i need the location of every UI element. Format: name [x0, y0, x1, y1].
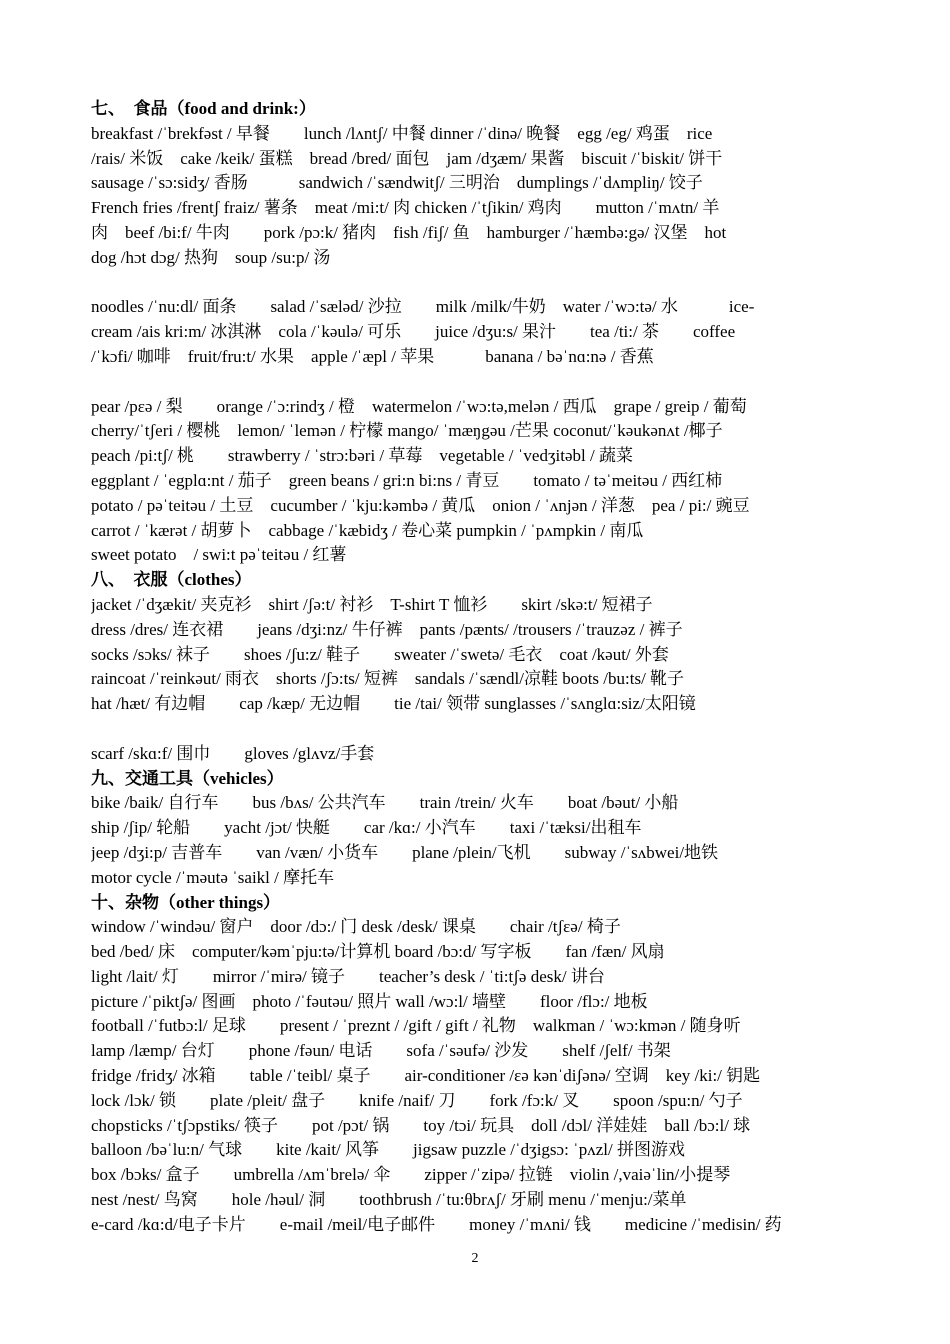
section-clothes — [91, 568, 901, 766]
vocab-line: dress /dres/ 连衣裙 jeans /dʒi:nz/ 牛仔裤 pants /pænts/ /trousers /ˈtrauzəz / 裤子 — [91, 619, 683, 639]
blank-line — [91, 271, 901, 296]
vocab-line: motor cycle /ˈməutə ˈsaikl / 摩托车 — [91, 867, 335, 887]
vocab-line: ship /ʃip/ 轮船 yacht /jɔt/ 快艇 car /kɑ:/ 小汽车 taxi /ˈtæksi/出租车 — [91, 818, 642, 838]
vocab-line: scarf /skɑ:f/ 围巾 gloves /glʌvz/手套 — [91, 743, 375, 763]
section-vehicles — [91, 767, 901, 891]
vocab-line: cherry/ˈtʃeri / 樱桃 lemon/ ˈlemən / 柠檬 mango/ ˈmæŋgəu /芒果 coconut/ˈkəukənʌt /椰子 — [91, 421, 723, 441]
vocab-line: 肉 beef /bi:f/ 牛肉 pork /pɔ:k/ 猪肉 fish /fiʃ/ 鱼 hamburger /ˈhæmbə:gə/ 汉堡 hot — [91, 222, 727, 242]
vocab-line: pear /pεə / 梨 orange /ˈɔ:rindʒ / 橙 watermelon /ˈwɔ:tə,melən / 西瓜 grape / greip / 葡萄 — [91, 396, 747, 416]
vocab-line: sausage /ˈsɔ:sidʒ/ 香肠 sandwich /ˈsændwitʃ/ 三明治 dumplings /ˈdʌmpliŋ/ 饺子 — [91, 173, 703, 193]
section-heading: 九、交通工具（vehicles） — [91, 768, 284, 788]
section-heading: 七、 食品（food and drink:） — [91, 99, 316, 118]
vocab-line: dog /hɔt dɔg/ 热狗 soup /su:p/ 汤 — [91, 247, 331, 267]
vocab-line: light /lait/ 灯 mirror /ˈmirə/ 镜子 teacher’s desk / ˈti:tʃə desk/ 讲台 — [91, 966, 605, 986]
vocab-line: e-card /kɑ:d/电子卡片 e-mail /meil/电子邮件 money /ˈmʌni/ 钱 medicine /ˈmedisin/ 药 — [91, 1214, 782, 1234]
vocab-line: bike /baik/ 自行车 bus /bʌs/ 公共汽车 train /trein/ 火车 boat /bəut/ 小船 — [91, 793, 679, 813]
vocab-line: picture /ˈpiktʃə/ 图画 photo /ˈfəutəu/ 照片 wall /wɔ:l/ 墙壁 floor /flɔ:/ 地板 — [91, 991, 648, 1011]
vocab-line: breakfast /ˈbrekfəst / 早餐 lunch /lʌntʃ/ 中餐 dinner /ˈdinə/ 晚餐 egg /eg/ 鸡蛋 rice — [91, 123, 713, 143]
vocab-line: /rais/ 米饭 cake /keik/ 蛋糕 bread /bred/ 面包 jam /dʒæm/ 果酱 biscuit /ˈbiskit/ 饼干 — [91, 148, 723, 168]
vocab-line: noodles /ˈnu:dl/ 面条 salad /ˈsæləd/ 沙拉 milk /milk/牛奶 water /ˈwɔ:tə/ 水 ice- — [91, 297, 755, 317]
blank-line — [91, 717, 901, 742]
vocab-line: raincoat /ˈreinkəut/ 雨衣 shorts /ʃɔ:ts/ 短裤 sandals /ˈsændl/凉鞋 boots /bu:ts/ 靴子 — [91, 669, 685, 689]
vocab-line: chopsticks /ˈtʃɔpstiks/ 筷子 pot /pɔt/ 锅 toy /tɔi/ 玩具 doll /dɔl/ 洋娃娃 ball /bɔ:l/ 球 — [91, 1115, 751, 1135]
section-food-and-drink — [91, 97, 901, 568]
document-page — [91, 97, 901, 1238]
page-number: 2 — [471, 1251, 479, 1266]
vocab-line: nest /nest/ 鸟窝 hole /həul/ 洞 toothbrush /ˈtu:θbrʌʃ/ 牙刷 menu /ˈmenju:/菜单 — [91, 1190, 687, 1210]
vocab-line: window /ˈwindəu/ 窗户 door /dɔ:/ 门 desk /desk/ 课桌 chair /tʃεə/ 椅子 — [91, 917, 621, 937]
vocab-line: socks /sɔks/ 袜子 shoes /ʃu:z/ 鞋子 sweater /ˈswetə/ 毛衣 coat /kəut/ 外套 — [91, 644, 669, 664]
vocab-line: hat /hæt/ 有边帽 cap /kæp/ 无边帽 tie /tai/ 领带 sunglasses /ˈsʌnglɑ:siz/太阳镜 — [91, 694, 696, 714]
vocab-line: potato / pəˈteitəu / 土豆 cucumber / ˈkju:kəmbə / 黄瓜 onion / ˈʌnjən / 洋葱 pea / pi:/ 豌豆 — [91, 495, 750, 515]
vocab-line: jacket /ˈdʒækit/ 夹克衫 shirt /ʃə:t/ 衬衫 T-shirt T 恤衫 skirt /skə:t/ 短裙子 — [91, 594, 653, 614]
section-heading: 八、 衣服（clothes） — [91, 570, 252, 590]
section-heading: 十、杂物（other things） — [91, 892, 281, 912]
vocab-line: /ˈkɔfi/ 咖啡 fruit/fru:t/ 水果 apple /ˈæpl / 苹果 banana / bəˈnɑ:nə / 香蕉 — [91, 346, 654, 366]
vocab-line: French fries /frentʃ fraiz/ 薯条 meat /mi:t/ 肉 chicken /ˈtʃikin/ 鸡肉 mutton /ˈmʌtn/ 羊 — [91, 198, 720, 218]
vocab-line: jeep /dʒi:p/ 吉普车 van /væn/ 小货车 plane /plein/飞机 subway /ˈsʌbwei/地铁 — [91, 842, 719, 862]
vocab-line: bed /bed/ 床 computer/kəmˈpju:tə/计算机 board /bɔ:d/ 写字板 fan /fæn/ 风扇 — [91, 942, 665, 962]
section-other-things — [91, 891, 901, 1238]
vocab-line: sweet potato / swi:t pəˈteitəu / 红薯 — [91, 545, 347, 565]
vocab-line: lock /lɔk/ 锁 plate /pleit/ 盘子 knife /naif/ 刀 fork /fɔ:k/ 叉 spoon /spu:n/ 勺子 — [91, 1090, 743, 1110]
vocab-line: box /bɔks/ 盒子 umbrella /ʌmˈbrelə/ 伞 zipper /ˈzipə/ 拉链 violin /,vaiəˈlin/小提琴 — [91, 1165, 731, 1185]
vocab-line: football /ˈfutbɔ:l/ 足球 present / ˈpreznt / /gift / gift / 礼物 walkman / ˈwɔ:kmən / 随身听 — [91, 1016, 741, 1036]
vocab-line: eggplant / ˈegplɑ:nt / 茄子 green beans / gri:n bi:ns / 青豆 tomato / təˈmeitəu / 西红柿 — [91, 470, 723, 490]
blank-line — [91, 370, 901, 395]
vocab-line: fridge /fridʒ/ 冰箱 table /ˈteibl/ 桌子 air-conditioner /εə kənˈdiʃənə/ 空调 key /ki:/ 钥匙 — [91, 1066, 761, 1086]
vocab-line: lamp /læmp/ 台灯 phone /fəun/ 电话 sofa /ˈsəufə/ 沙发 shelf /ʃelf/ 书架 — [91, 1041, 671, 1061]
vocab-line: balloon /bəˈlu:n/ 气球 kite /kait/ 风筝 jigsaw puzzle /ˈdʒigsɔ: ˈpʌzl/ 拼图游戏 — [91, 1140, 685, 1160]
vocab-line: peach /pi:tʃ/ 桃 strawberry / ˈstrɔ:bəri / 草莓 vegetable / ˈvedʒitəbl / 蔬菜 — [91, 446, 633, 466]
vocab-line: cream /ais kri:m/ 冰淇淋 cola /ˈkəulə/ 可乐 juice /dʒu:s/ 果汁 tea /ti:/ 茶 coffee — [91, 322, 736, 342]
vocab-line: carrot / ˈkærət / 胡萝卜 cabbage /ˈkæbidʒ / 卷心菜 pumpkin / ˈpʌmpkin / 南瓜 — [91, 520, 644, 540]
